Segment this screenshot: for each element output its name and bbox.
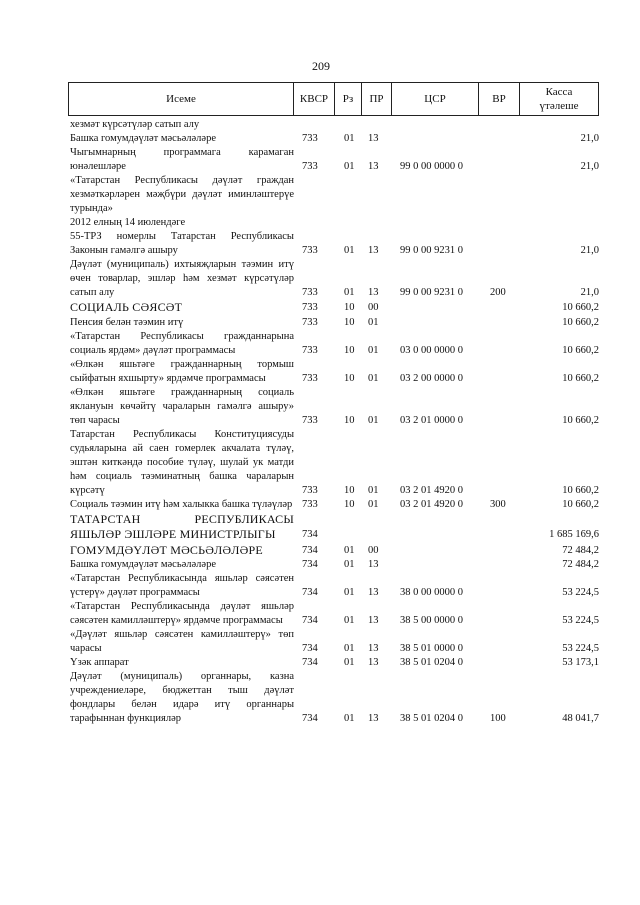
amount-cell: 48 041,7: [562, 713, 599, 724]
row-name: «Татарстан Республикасында яшьләр сәясәтен үстерү» дәүләт программасы: [70, 573, 294, 598]
rz-cell: 10: [344, 302, 355, 313]
amount-cell: 10 660,2: [562, 344, 599, 356]
rz-cell: 10: [344, 372, 355, 384]
table-row: [70, 386, 599, 428]
amount-cell: 10 660,2: [562, 484, 599, 496]
table-row: [70, 174, 599, 258]
amount-cell: 10 660,2: [562, 414, 599, 426]
rz-cell: 01: [344, 287, 355, 298]
pr-cell: 13: [368, 587, 379, 598]
kassa-label: [540, 85, 579, 113]
table-row: [70, 132, 599, 146]
column-header-vr: ВР: [479, 83, 520, 115]
csr-cell: 03 2 01 0000 0: [400, 414, 463, 426]
table-row: [70, 358, 599, 386]
rz-cell: 01: [344, 133, 355, 144]
amount-cell: 10 660,2: [562, 372, 599, 384]
kvsr-cell: 734: [302, 657, 318, 668]
row-name: «Татарстан Республикасында дәүләт яшьләр сәясәтен камилләштерү» ярдәмче программасы: [70, 601, 294, 626]
csr-cell: 03 2 01 4920 0: [400, 484, 463, 496]
csr-cell: 38 5 01 0204 0: [400, 657, 463, 668]
amount-cell: 21,0: [580, 133, 599, 144]
column-header-csr: ЦСР: [392, 83, 479, 115]
rz-cell: 01: [344, 615, 355, 626]
rz-cell: 10: [344, 498, 355, 510]
kvsr-cell: 734: [302, 615, 318, 626]
row-name: хезмәт күрсәтүләр сатып алу: [70, 119, 200, 130]
row-name: Татарстан Республикасы Конституциясуды судьяларына ай саен гомерлек акчалата түләү, эштән киткәндә пособие түләү, шулай ук матди һәм социаль тәэминатның башка чараларын күрсәтү: [70, 428, 294, 496]
rz-cell: 10: [344, 344, 355, 356]
table-row: [70, 558, 599, 572]
vr-cell: 300: [490, 498, 506, 510]
csr-cell: 03 0 00 0000 0: [400, 344, 463, 356]
amount-cell: 10 660,2: [562, 302, 599, 313]
pr-cell: 13: [368, 133, 379, 144]
kvsr-cell: 734: [302, 529, 318, 540]
csr-cell: 99 0 00 9231 0: [400, 287, 463, 298]
csr-cell: 38 0 00 0000 0: [400, 587, 463, 598]
pr-cell: 13: [368, 643, 379, 654]
pr-cell: 01: [368, 316, 379, 328]
kvsr-cell: 733: [302, 414, 318, 426]
kvsr-cell: 734: [302, 559, 318, 570]
amount-cell: 53 224,5: [562, 587, 599, 598]
row-name: Чыгымнарның программага карамаган юнәлешләре: [70, 147, 294, 172]
rz-cell: 01: [344, 587, 355, 598]
kvsr-cell: 734: [302, 587, 318, 598]
vr-cell: 100: [490, 713, 506, 724]
column-header-kassa: [520, 83, 598, 115]
table-row: [70, 258, 599, 300]
table-row: [70, 628, 599, 656]
row-name: СОЦИАЛЬ СӘЯСӘТ: [70, 300, 183, 314]
row-name: «Татарстан Республикасы дәүләт граждан хезмәткәрләрен мәҗбүри дәүләт иминләштерүе турында» 2012 елның 14 июлендәге 55-ТРЗ номерлы Татарстан Республикасы Законын гамәлгә ашыру: [70, 175, 294, 256]
pr-cell: 01: [368, 414, 379, 426]
csr-cell: 38 5 00 0000 0: [400, 615, 463, 626]
pr-cell: 13: [368, 559, 379, 570]
pr-cell: 13: [368, 615, 379, 626]
rz-cell: 10: [344, 414, 355, 426]
table-row: [70, 498, 599, 512]
table-row: [70, 543, 599, 559]
row-name: «Өлкән яшьтәге гражданнарның социаль яклануын көчәйтү чараларын гамәлгә ашыру» төп чарасы: [70, 386, 294, 426]
table-row: [70, 512, 599, 543]
pr-cell: 13: [368, 713, 379, 724]
rz-cell: 01: [344, 245, 355, 256]
kvsr-cell: 733: [302, 316, 318, 328]
rz-cell: 01: [344, 161, 355, 172]
csr-cell: 03 2 00 0000 0: [400, 372, 463, 384]
pr-cell: 01: [368, 498, 379, 510]
kvsr-cell: 733: [302, 287, 318, 298]
amount-cell: 21,0: [580, 161, 599, 172]
kvsr-cell: 733: [302, 302, 318, 313]
kvsr-cell: 733: [302, 133, 318, 144]
row-name: «Татарстан Республикасы гражданнарына социаль ярдәм» дәүләт программасы: [70, 330, 294, 356]
row-name: Үзәк аппарат: [70, 657, 129, 668]
kvsr-cell: 733: [302, 161, 318, 172]
table-row: [70, 572, 599, 600]
rz-cell: 01: [344, 657, 355, 668]
table-row: [70, 316, 599, 330]
amount-cell: 10 660,2: [562, 316, 599, 328]
row-name: Дәүләт (муниципаль) органнары, казна учреждениеләре, бюджеттан тыш дәүләт фондлары белән идарә итү органнары тарафыннан функцияләр: [70, 671, 294, 724]
kvsr-cell: 734: [302, 544, 318, 556]
column-header-pr: ПР: [362, 83, 392, 115]
kvsr-cell: 734: [302, 643, 318, 654]
table-row: [70, 670, 599, 726]
amount-cell: 53 224,5: [562, 615, 599, 626]
table-row: [70, 300, 599, 316]
rz-cell: 01: [344, 559, 355, 570]
table-row: [70, 146, 599, 174]
amount-cell: 21,0: [580, 287, 599, 298]
pr-cell: 01: [368, 344, 379, 356]
rz-cell: 10: [344, 316, 355, 328]
table-row: [70, 118, 599, 132]
table-row: [70, 656, 599, 670]
pr-cell: 13: [368, 657, 379, 668]
table-header: [68, 82, 599, 116]
pr-cell: 01: [368, 372, 379, 384]
amount-cell: 53 173,1: [562, 657, 599, 668]
amount-cell: 1 685 169,6: [549, 529, 599, 540]
kvsr-cell: 733: [302, 484, 318, 496]
pr-cell: 13: [368, 161, 379, 172]
row-name: Дәүләт (муниципаль) ихтыяҗларын тәэмин итү өчен товарлар, эшләр һәм хезмәт күрсәтүләр сатып алу: [70, 259, 294, 298]
kassa-label-line-1: Касса: [545, 86, 573, 98]
pr-cell: 00: [368, 544, 379, 556]
pr-cell: 13: [368, 245, 379, 256]
rz-cell: 01: [344, 713, 355, 724]
rz-cell: 01: [344, 643, 355, 654]
row-name: Башка гомумдәүләт мәсьәләләре: [70, 559, 216, 570]
row-name: «Өлкән яшьтәге гражданнарның тормыш сыйфатын яхшырту» ярдәмче программасы: [70, 358, 294, 384]
amount-cell: 72 484,2: [562, 559, 599, 570]
kvsr-cell: 733: [302, 344, 318, 356]
amount-cell: 53 224,5: [562, 643, 599, 654]
kvsr-cell: 733: [302, 245, 318, 256]
csr-cell: 99 0 00 9231 0: [400, 245, 463, 256]
column-header-rz: Рз: [335, 83, 362, 115]
pr-cell: 00: [368, 302, 379, 313]
amount-cell: 21,0: [580, 245, 599, 256]
csr-cell: 03 2 01 4920 0: [400, 498, 463, 510]
row-name: ГОМУМДӘҮЛӘТ МӘСЬӘЛӘЛӘРЕ: [70, 542, 263, 557]
kvsr-cell: 733: [302, 498, 318, 510]
pr-cell: 13: [368, 287, 379, 298]
kvsr-cell: 734: [302, 713, 318, 724]
row-name: Пенсия белән тәэмин итү: [70, 316, 184, 328]
table-row: [70, 600, 599, 628]
column-header-kvsr: КВСР: [294, 83, 335, 115]
rz-cell: 10: [344, 484, 355, 496]
rz-cell: 01: [344, 544, 355, 556]
vr-cell: 200: [490, 287, 506, 298]
csr-cell: 38 5 01 0000 0: [400, 643, 463, 654]
amount-cell: 72 484,2: [562, 544, 599, 556]
row-name: «Дәүләт яшьләр сәясәтен камилләштерү» төп чарасы: [70, 629, 294, 654]
kassa-label-line-2: үтәлеше: [539, 100, 579, 112]
row-name: Башка гомумдәүләт мәсьәләләре: [70, 133, 216, 144]
csr-cell: 99 0 00 0000 0: [400, 161, 463, 172]
row-name: Социаль тәэмин итү һәм халыкка башка түләүләр: [70, 498, 293, 510]
table-body: [70, 118, 599, 726]
pr-cell: 01: [368, 484, 379, 496]
table-row: [70, 330, 599, 358]
row-name: ТАТАРСТАН РЕСПУБЛИКАСЫ ЯШЬЛӘР ЭШЛӘРЕ МИНИСТРЛЫГЫ: [70, 511, 294, 541]
kvsr-cell: 733: [302, 372, 318, 384]
table-row: [70, 428, 599, 498]
amount-cell: 10 660,2: [562, 498, 599, 510]
page-number: 209: [312, 59, 330, 73]
column-header-name: Исеме: [69, 83, 294, 115]
csr-cell: 38 5 01 0204 0: [400, 713, 463, 724]
